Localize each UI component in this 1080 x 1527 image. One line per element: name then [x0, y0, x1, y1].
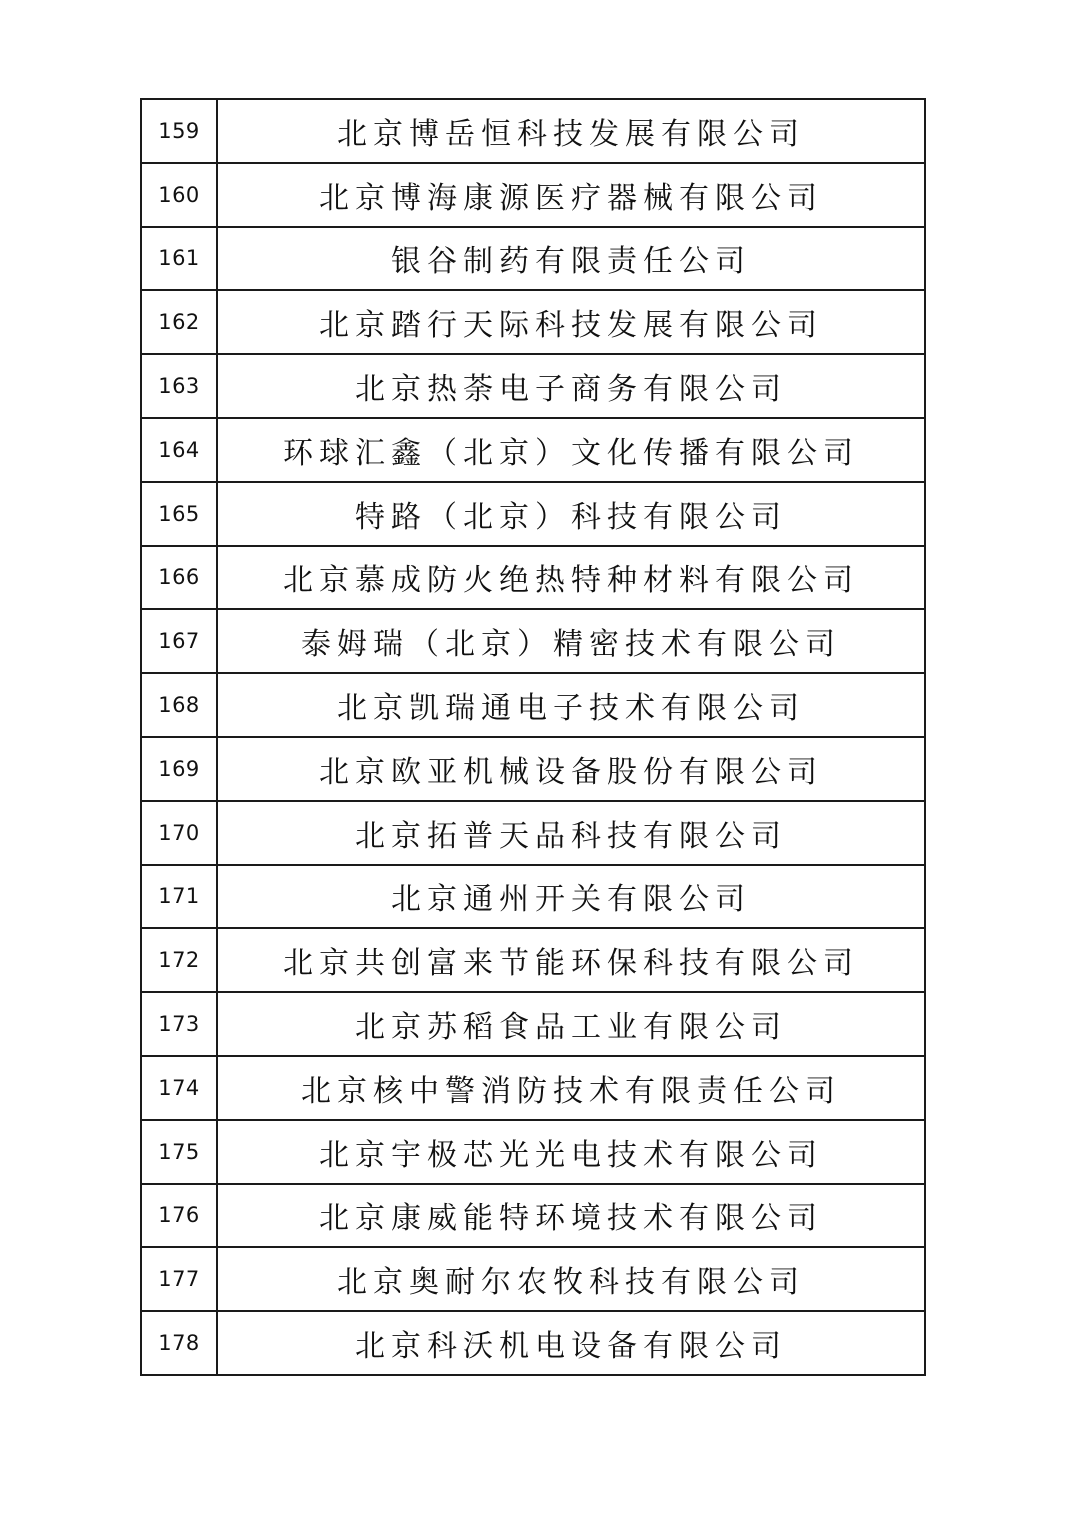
company-name-cell: 北京慕成防火绝热特种材料有限公司 — [217, 546, 925, 610]
table-row — [141, 1247, 925, 1311]
table-row — [141, 801, 925, 865]
row-number-cell: 173 — [141, 992, 217, 1056]
table-row — [141, 865, 925, 929]
table-row — [141, 928, 925, 992]
table-row — [141, 227, 925, 291]
company-list-body — [141, 99, 925, 1375]
company-list-table — [140, 98, 926, 1376]
table-row — [141, 1311, 925, 1375]
table-row — [141, 418, 925, 482]
company-name-cell: 银谷制药有限责任公司 — [217, 227, 925, 291]
row-number-cell: 161 — [141, 227, 217, 291]
row-number-cell: 168 — [141, 673, 217, 737]
table-row — [141, 290, 925, 354]
company-name-cell: 北京博岳恒科技发展有限公司 — [217, 99, 925, 163]
company-name-cell: 北京奥耐尔农牧科技有限公司 — [217, 1247, 925, 1311]
company-name-cell: 北京热荼电子商务有限公司 — [217, 354, 925, 418]
table-row — [141, 1120, 925, 1184]
row-number-cell: 174 — [141, 1056, 217, 1120]
table-row — [141, 1184, 925, 1248]
table-row — [141, 99, 925, 163]
company-name-cell: 环球汇鑫（北京）文化传播有限公司 — [217, 418, 925, 482]
row-number-cell: 160 — [141, 163, 217, 227]
company-name-cell: 特路（北京）科技有限公司 — [217, 482, 925, 546]
company-name-cell: 北京康威能特环境技术有限公司 — [217, 1184, 925, 1248]
row-number-cell: 171 — [141, 865, 217, 929]
row-number-cell: 178 — [141, 1311, 217, 1375]
company-name-cell: 泰姆瑞（北京）精密技术有限公司 — [217, 609, 925, 673]
company-name-cell: 北京欧亚机械设备股份有限公司 — [217, 737, 925, 801]
row-number-cell: 164 — [141, 418, 217, 482]
company-name-cell: 北京苏稻食品工业有限公司 — [217, 992, 925, 1056]
company-name-cell: 北京拓普天品科技有限公司 — [217, 801, 925, 865]
row-number-cell: 159 — [141, 99, 217, 163]
row-number-cell: 165 — [141, 482, 217, 546]
table-row — [141, 546, 925, 610]
row-number-cell: 172 — [141, 928, 217, 992]
row-number-cell: 169 — [141, 737, 217, 801]
table-row — [141, 673, 925, 737]
table-row — [141, 609, 925, 673]
row-number-cell: 163 — [141, 354, 217, 418]
company-name-cell: 北京凯瑞通电子技术有限公司 — [217, 673, 925, 737]
table-row — [141, 354, 925, 418]
row-number-cell: 170 — [141, 801, 217, 865]
row-number-cell: 162 — [141, 290, 217, 354]
company-name-cell: 北京科沃机电设备有限公司 — [217, 1311, 925, 1375]
table-row — [141, 482, 925, 546]
table-row — [141, 737, 925, 801]
company-name-cell: 北京宇极芯光光电技术有限公司 — [217, 1120, 925, 1184]
table-row — [141, 1056, 925, 1120]
table-row — [141, 163, 925, 227]
row-number-cell: 167 — [141, 609, 217, 673]
company-name-cell: 北京博海康源医疗器械有限公司 — [217, 163, 925, 227]
company-name-cell: 北京踏行天际科技发展有限公司 — [217, 290, 925, 354]
row-number-cell: 176 — [141, 1184, 217, 1248]
company-name-cell: 北京核中警消防技术有限责任公司 — [217, 1056, 925, 1120]
company-name-cell: 北京共创富来节能环保科技有限公司 — [217, 928, 925, 992]
company-name-cell: 北京通州开关有限公司 — [217, 865, 925, 929]
table-row — [141, 992, 925, 1056]
row-number-cell: 177 — [141, 1247, 217, 1311]
row-number-cell: 166 — [141, 546, 217, 610]
row-number-cell: 175 — [141, 1120, 217, 1184]
